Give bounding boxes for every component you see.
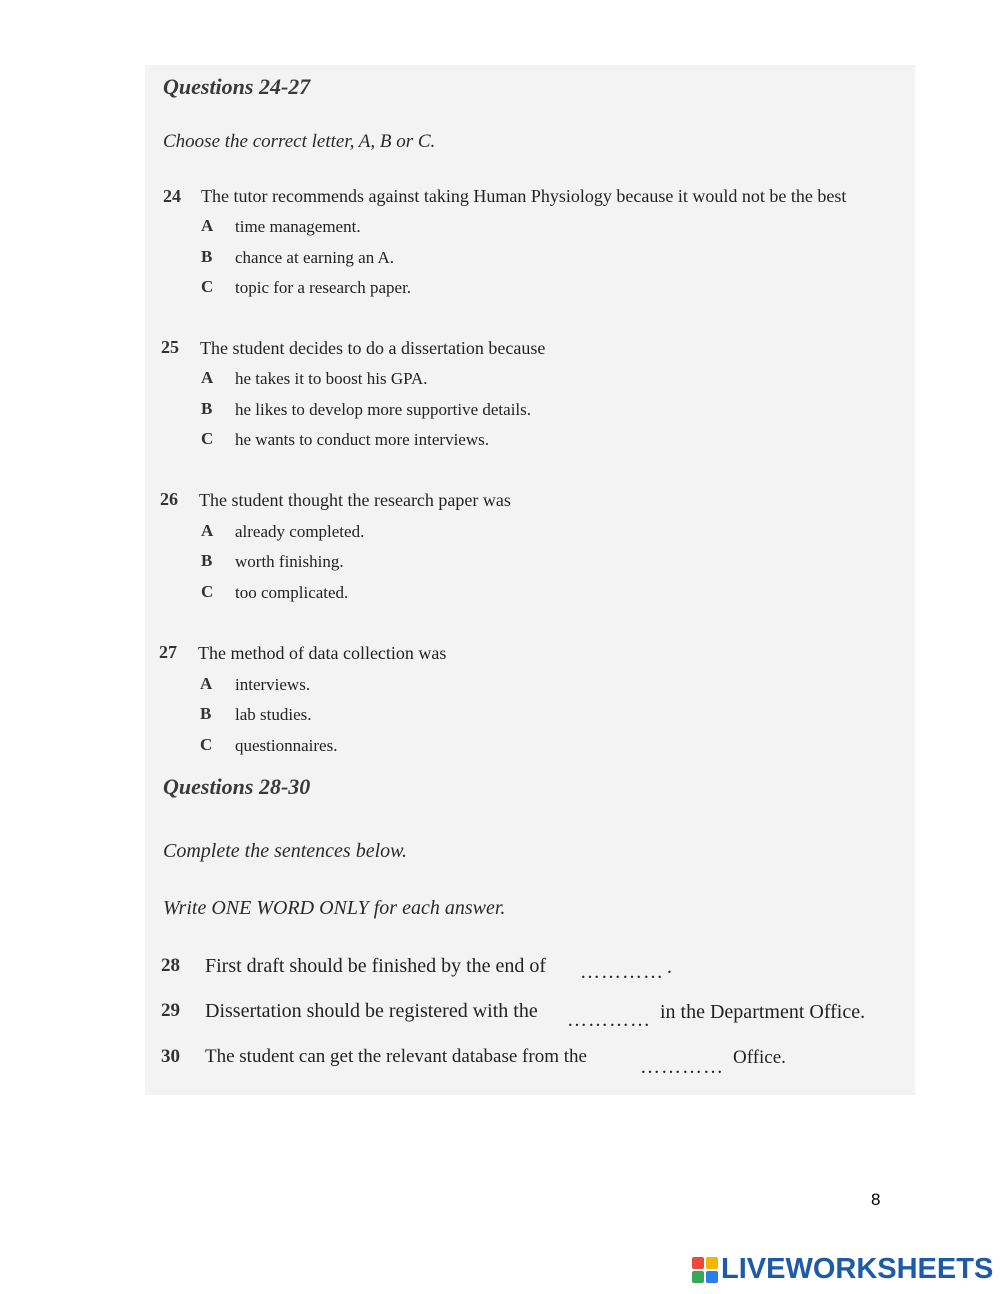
option-letter[interactable]: A (201, 521, 214, 540)
question-number: 26 (160, 489, 178, 509)
sentence-number: 30 (161, 1046, 180, 1067)
option-text[interactable]: lab studies. (235, 705, 312, 724)
option-text[interactable]: worth finishing. (235, 552, 344, 571)
section-instruction: Choose the correct letter, A, B or C. (163, 131, 436, 152)
question-number: 25 (161, 337, 179, 357)
section-instruction: Complete the sentences below. (163, 840, 408, 862)
option-letter[interactable]: C (201, 277, 214, 296)
option-text[interactable]: he takes it to boost his GPA. (235, 369, 428, 388)
option-text[interactable]: time management. (235, 217, 361, 236)
question-text: The student thought the research paper was (199, 490, 511, 510)
option-letter[interactable]: B (201, 399, 213, 418)
option-text[interactable]: questionnaires. (235, 736, 338, 755)
option-text[interactable]: already completed. (235, 522, 365, 541)
sentence-end: . (667, 956, 672, 978)
sentence-end: in the Department Office. (660, 1001, 866, 1023)
option-letter[interactable]: B (201, 551, 213, 570)
question-text: The tutor recommends against taking Human Physiology because it would not be the best (201, 186, 847, 206)
answer-blank[interactable]: ………… (580, 961, 664, 983)
option-letter[interactable]: B (201, 247, 213, 266)
section-heading-24-27: Questions 24-27 (163, 74, 311, 99)
option-text[interactable]: interviews. (235, 675, 311, 694)
sentence-number: 29 (161, 1000, 180, 1021)
page-number: 8 (871, 1190, 881, 1209)
answer-blank[interactable]: ………… (640, 1056, 724, 1078)
sentence-text: The student can get the relevant database from the (205, 1046, 587, 1067)
option-text[interactable]: too complicated. (235, 583, 349, 602)
liveworksheets-logo[interactable] (692, 1253, 993, 1286)
option-letter[interactable]: A (200, 674, 213, 693)
option-letter[interactable]: C (201, 582, 214, 601)
option-text[interactable]: chance at earning an A. (235, 248, 395, 267)
option-letter[interactable]: C (201, 429, 214, 448)
option-letter[interactable]: A (201, 216, 214, 235)
option-text[interactable]: topic for a research paper. (235, 278, 412, 297)
option-letter[interactable]: A (201, 368, 214, 387)
question-text: The method of data collection was (198, 643, 447, 663)
option-letter[interactable]: C (200, 735, 213, 754)
option-text[interactable]: he likes to develop more supportive details. (235, 400, 532, 419)
sentence-number: 28 (161, 955, 180, 976)
section-instruction: Write ONE WORD ONLY for each answer. (163, 897, 506, 919)
sentence-end: Office. (733, 1047, 786, 1068)
question-text: The student decides to do a dissertation because (200, 338, 546, 358)
option-text[interactable]: he wants to conduct more interviews. (235, 430, 489, 449)
answer-blank[interactable]: ………… (567, 1009, 651, 1031)
question-number: 27 (159, 642, 177, 662)
brand-name: LIVEWORKSHEETS (721, 1253, 994, 1285)
sentence-text: First draft should be finished by the end of (205, 955, 547, 977)
logo-grid-icon (692, 1257, 718, 1283)
sentence-text: Dissertation should be registered with the (205, 1000, 538, 1022)
option-letter[interactable]: B (200, 704, 212, 723)
section-heading-28-30: Questions 28-30 (163, 774, 311, 799)
question-number: 24 (163, 186, 181, 206)
